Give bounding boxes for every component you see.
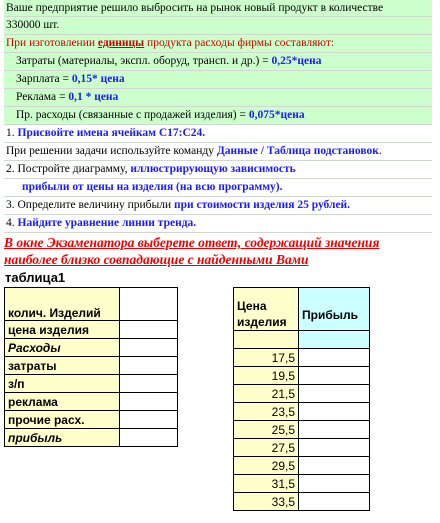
hint-text: При решении задачи используйте команду: [6, 145, 217, 157]
value-cell[interactable]: [120, 288, 178, 321]
table-row: [5, 411, 178, 429]
table-header-row: [234, 288, 370, 331]
data-table: [233, 287, 370, 511]
task-text: продукта расходы фирмы составляют:: [144, 37, 335, 49]
table-row: [5, 321, 178, 339]
cost-formula: 0,075*цена: [248, 109, 305, 121]
cost-line-4: [4, 107, 432, 125]
row-label: цена изделия: [5, 321, 120, 339]
table-row: [5, 288, 178, 321]
step-text: 2. Постройте диаграмму,: [6, 163, 131, 175]
cost-text: Пр. расходы (связанные с продажей изделия) =: [16, 109, 249, 121]
table-row: [234, 349, 370, 367]
table-row: [234, 457, 370, 475]
value-cell[interactable]: [120, 321, 178, 339]
profit-cell[interactable]: [299, 421, 370, 439]
step-1: [4, 125, 432, 143]
cost-formula: 0,15* цена: [71, 73, 125, 85]
table-row: [234, 493, 370, 511]
profit-cell[interactable]: [299, 403, 370, 421]
step-highlight: при стоимости изделия 25 рублей.: [174, 199, 351, 211]
row-label: прибыль: [5, 429, 120, 447]
input-table: [4, 287, 178, 447]
table-row: [234, 331, 370, 349]
price-header: [234, 288, 299, 331]
profit-cell[interactable]: [299, 457, 370, 475]
row-label: прочие расх.: [5, 411, 120, 429]
table-label: таблица1: [5, 270, 66, 285]
instruction-line-2: наиболее близко совпадающие с найденными Вами: [4, 252, 309, 267]
step-highlight: Найдите уравнение линии тренда.: [17, 217, 197, 229]
profit-cell[interactable]: [299, 385, 370, 403]
step-highlight: прибыли от цены на изделия (на всю программу).: [22, 181, 283, 193]
table-row: [234, 385, 370, 403]
table-row: [5, 375, 178, 393]
price-cell[interactable]: 17,5: [234, 349, 299, 367]
cost-formula: 0,1 * цена: [68, 91, 119, 103]
step-highlight: иллюстрирующую зависимость: [130, 163, 296, 175]
table-row: [234, 475, 370, 493]
price-cell[interactable]: 29,5: [234, 457, 299, 475]
task-text: 330000 шт.: [6, 19, 60, 31]
value-cell[interactable]: [120, 429, 178, 447]
value-cell[interactable]: [120, 375, 178, 393]
table-row: [5, 339, 178, 357]
cost-line-1: [4, 53, 432, 71]
step-2-cont: [4, 179, 432, 197]
step-3: [4, 197, 432, 215]
price-cell[interactable]: 33,5: [234, 493, 299, 511]
value-cell[interactable]: [120, 357, 178, 375]
task-line-3: [4, 35, 432, 53]
row-label: Расходы: [5, 339, 120, 357]
cost-text: Затраты (материалы, экспл. оборуд, трансп. и др.) =: [16, 55, 272, 67]
price-cell[interactable]: 25,5: [234, 421, 299, 439]
cost-text: Зарплата =: [16, 73, 72, 85]
price-cell[interactable]: [234, 331, 299, 349]
profit-cell[interactable]: [299, 367, 370, 385]
profit-cell[interactable]: [299, 439, 370, 457]
row-label: з/п: [5, 375, 120, 393]
task-line-2: [4, 17, 432, 35]
value-cell[interactable]: [120, 411, 178, 429]
step-4: [4, 215, 432, 233]
profit-header: Прибыль: [299, 288, 370, 331]
table-row: [234, 403, 370, 421]
header-text: Цена: [237, 299, 267, 313]
task-text: Ваше предприятие решило выбросить на рынок новый продукт в количестве: [6, 2, 384, 14]
task-description: [4, 0, 432, 233]
step-text: 4.: [6, 217, 18, 229]
price-cell[interactable]: 23,5: [234, 403, 299, 421]
step-text: 1.: [6, 127, 18, 139]
row-label: колич. Изделий: [5, 288, 120, 321]
cost-line-2: [4, 71, 432, 89]
table-row: [5, 393, 178, 411]
cost-text: Реклама =: [16, 91, 69, 103]
table-row: [234, 367, 370, 385]
profit-cell[interactable]: [299, 349, 370, 367]
profit-cell[interactable]: [299, 493, 370, 511]
price-cell[interactable]: 21,5: [234, 385, 299, 403]
table-row: [234, 421, 370, 439]
emphasis-text: единицы: [97, 37, 145, 49]
table-row: [5, 429, 178, 447]
cost-formula: 0,25*цена: [271, 55, 322, 67]
exam-instruction: [4, 234, 434, 268]
hint-text: .: [378, 145, 382, 157]
step-text: 3. Определите величину прибыли: [6, 199, 174, 211]
table-row: [234, 439, 370, 457]
task-text: При изготовлении: [6, 37, 98, 49]
row-label: затраты: [5, 357, 120, 375]
profit-cell[interactable]: [299, 331, 370, 349]
header-text: изделия: [237, 315, 287, 329]
task-line-1: [4, 0, 432, 17]
price-cell[interactable]: 27,5: [234, 439, 299, 457]
price-cell[interactable]: 31,5: [234, 475, 299, 493]
step-highlight: Присвойте имена ячейкам С17:С24.: [17, 127, 206, 139]
instruction-line-1: В окне Экзаменатора выберете ответ, содержащий значения: [4, 235, 380, 250]
price-cell[interactable]: 19,5: [234, 367, 299, 385]
table-row: [5, 357, 178, 375]
command-name: Данные / Таблица подстановок: [216, 145, 379, 157]
hint-line: [4, 143, 432, 161]
profit-cell[interactable]: [299, 475, 370, 493]
row-label: реклама: [5, 393, 120, 411]
cost-line-3: [4, 89, 432, 107]
value-cell[interactable]: [120, 393, 178, 411]
value-cell[interactable]: [120, 339, 178, 357]
step-2: [4, 161, 432, 179]
